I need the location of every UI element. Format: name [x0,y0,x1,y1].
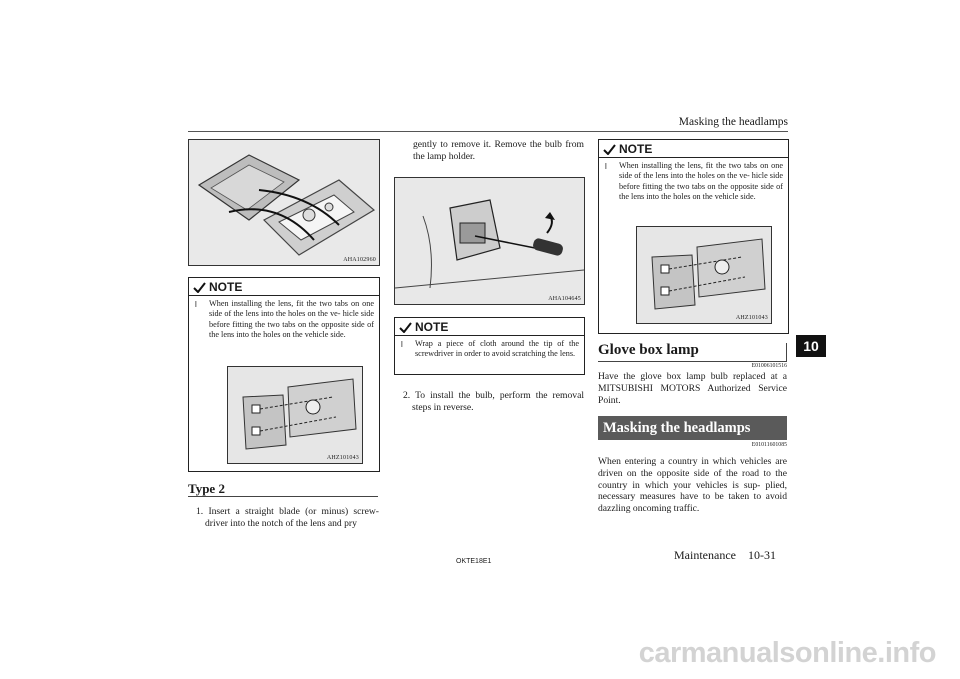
header-rule [188,131,788,132]
figure-code: AHA102960 [343,257,376,263]
glove-box-heading: Glove box lamp [598,342,699,358]
glove-box-code: E01006101516 [751,363,787,369]
figure-code: AHZ101043 [735,315,768,321]
step-2-text: 2. To install the bulb, perform the removal steps in reverse. [403,390,584,413]
continuation-text: gently to remove it. Remove the bulb from the lamp holder. [413,139,584,162]
footer-page-number: 10-31 [748,548,776,562]
note-bullet: l [195,300,197,309]
ceiling-lamp-figure [188,139,380,266]
chapter-tab: 10 [796,335,826,357]
lens-figure [227,366,363,464]
doc-code: OKTE18E1 [456,558,492,565]
glove-heading-rule [598,361,787,362]
glove-box-text: Have the glove box lamp bulb replaced at a MITSUBISHI MOTORS Authorized Service Point. [598,371,787,406]
note-heading [603,142,652,156]
ceiling-lamp-illustration [189,140,379,265]
step-1-text: 1. Insert a straight blade (or minus) screw- driver into the notch of the lens and pry [196,506,379,529]
note-heading [399,320,448,334]
figure-code: AHZ101043 [326,455,359,461]
note-rule [395,335,584,336]
masking-headlamps-banner: Masking the headlamps [598,416,787,440]
note-text: When installing the lens, fit the two tabs on one side of the lens into the holes on the ve- hicle side before fitting the two tabs on the opposite side of the lens into the holes on the vehicle side. [209,299,374,339]
footer-section: Maintenance [674,548,736,562]
bulb-removal-illustration [395,178,584,304]
note-text: Wrap a piece of cloth around the tip of the screwdriver in order to avoid scratching the lens. [415,339,579,359]
masking-code: E01011601085 [751,442,787,448]
note-rule [599,157,788,158]
note-text: When installing the lens, fit the two tabs on one side of the lens into the holes on the ve- hicle side before fitting the two tabs on the opposite side of the lens into the holes on the vehicle side. [619,161,783,201]
running-header: Masking the headlamps [678,116,788,128]
note-heading [193,280,242,294]
note-check-icon [399,322,412,333]
figure-code: AHA104645 [548,296,581,302]
lens-illustration [637,227,771,323]
note-box-middle [394,317,585,375]
note-check-icon [193,282,206,293]
note-box-right [598,139,789,334]
note-check-icon [603,144,616,155]
note-box-left [188,277,380,472]
watermark: carmanualsonline.info [638,637,936,669]
type-2-heading: Type 2 [188,481,225,496]
heading-rule [188,496,378,497]
bulb-removal-figure [394,177,585,305]
note-heading-label: NOTE [619,142,653,156]
masking-text: When entering a country in which vehicles are driven on the opposite side of the road to the country in which your vehicles is sup- plied, necessary measures have to be taken to avoid dazzling oncoming traffic. [598,456,787,515]
note-bullet: l [605,162,607,171]
note-rule [189,295,379,296]
note-heading-label: NOTE [209,280,243,294]
glove-heading-rule-end [786,343,787,362]
note-heading-label: NOTE [415,320,449,334]
lens-illustration [228,367,362,463]
lens-figure [636,226,772,324]
note-bullet: l [401,340,403,349]
